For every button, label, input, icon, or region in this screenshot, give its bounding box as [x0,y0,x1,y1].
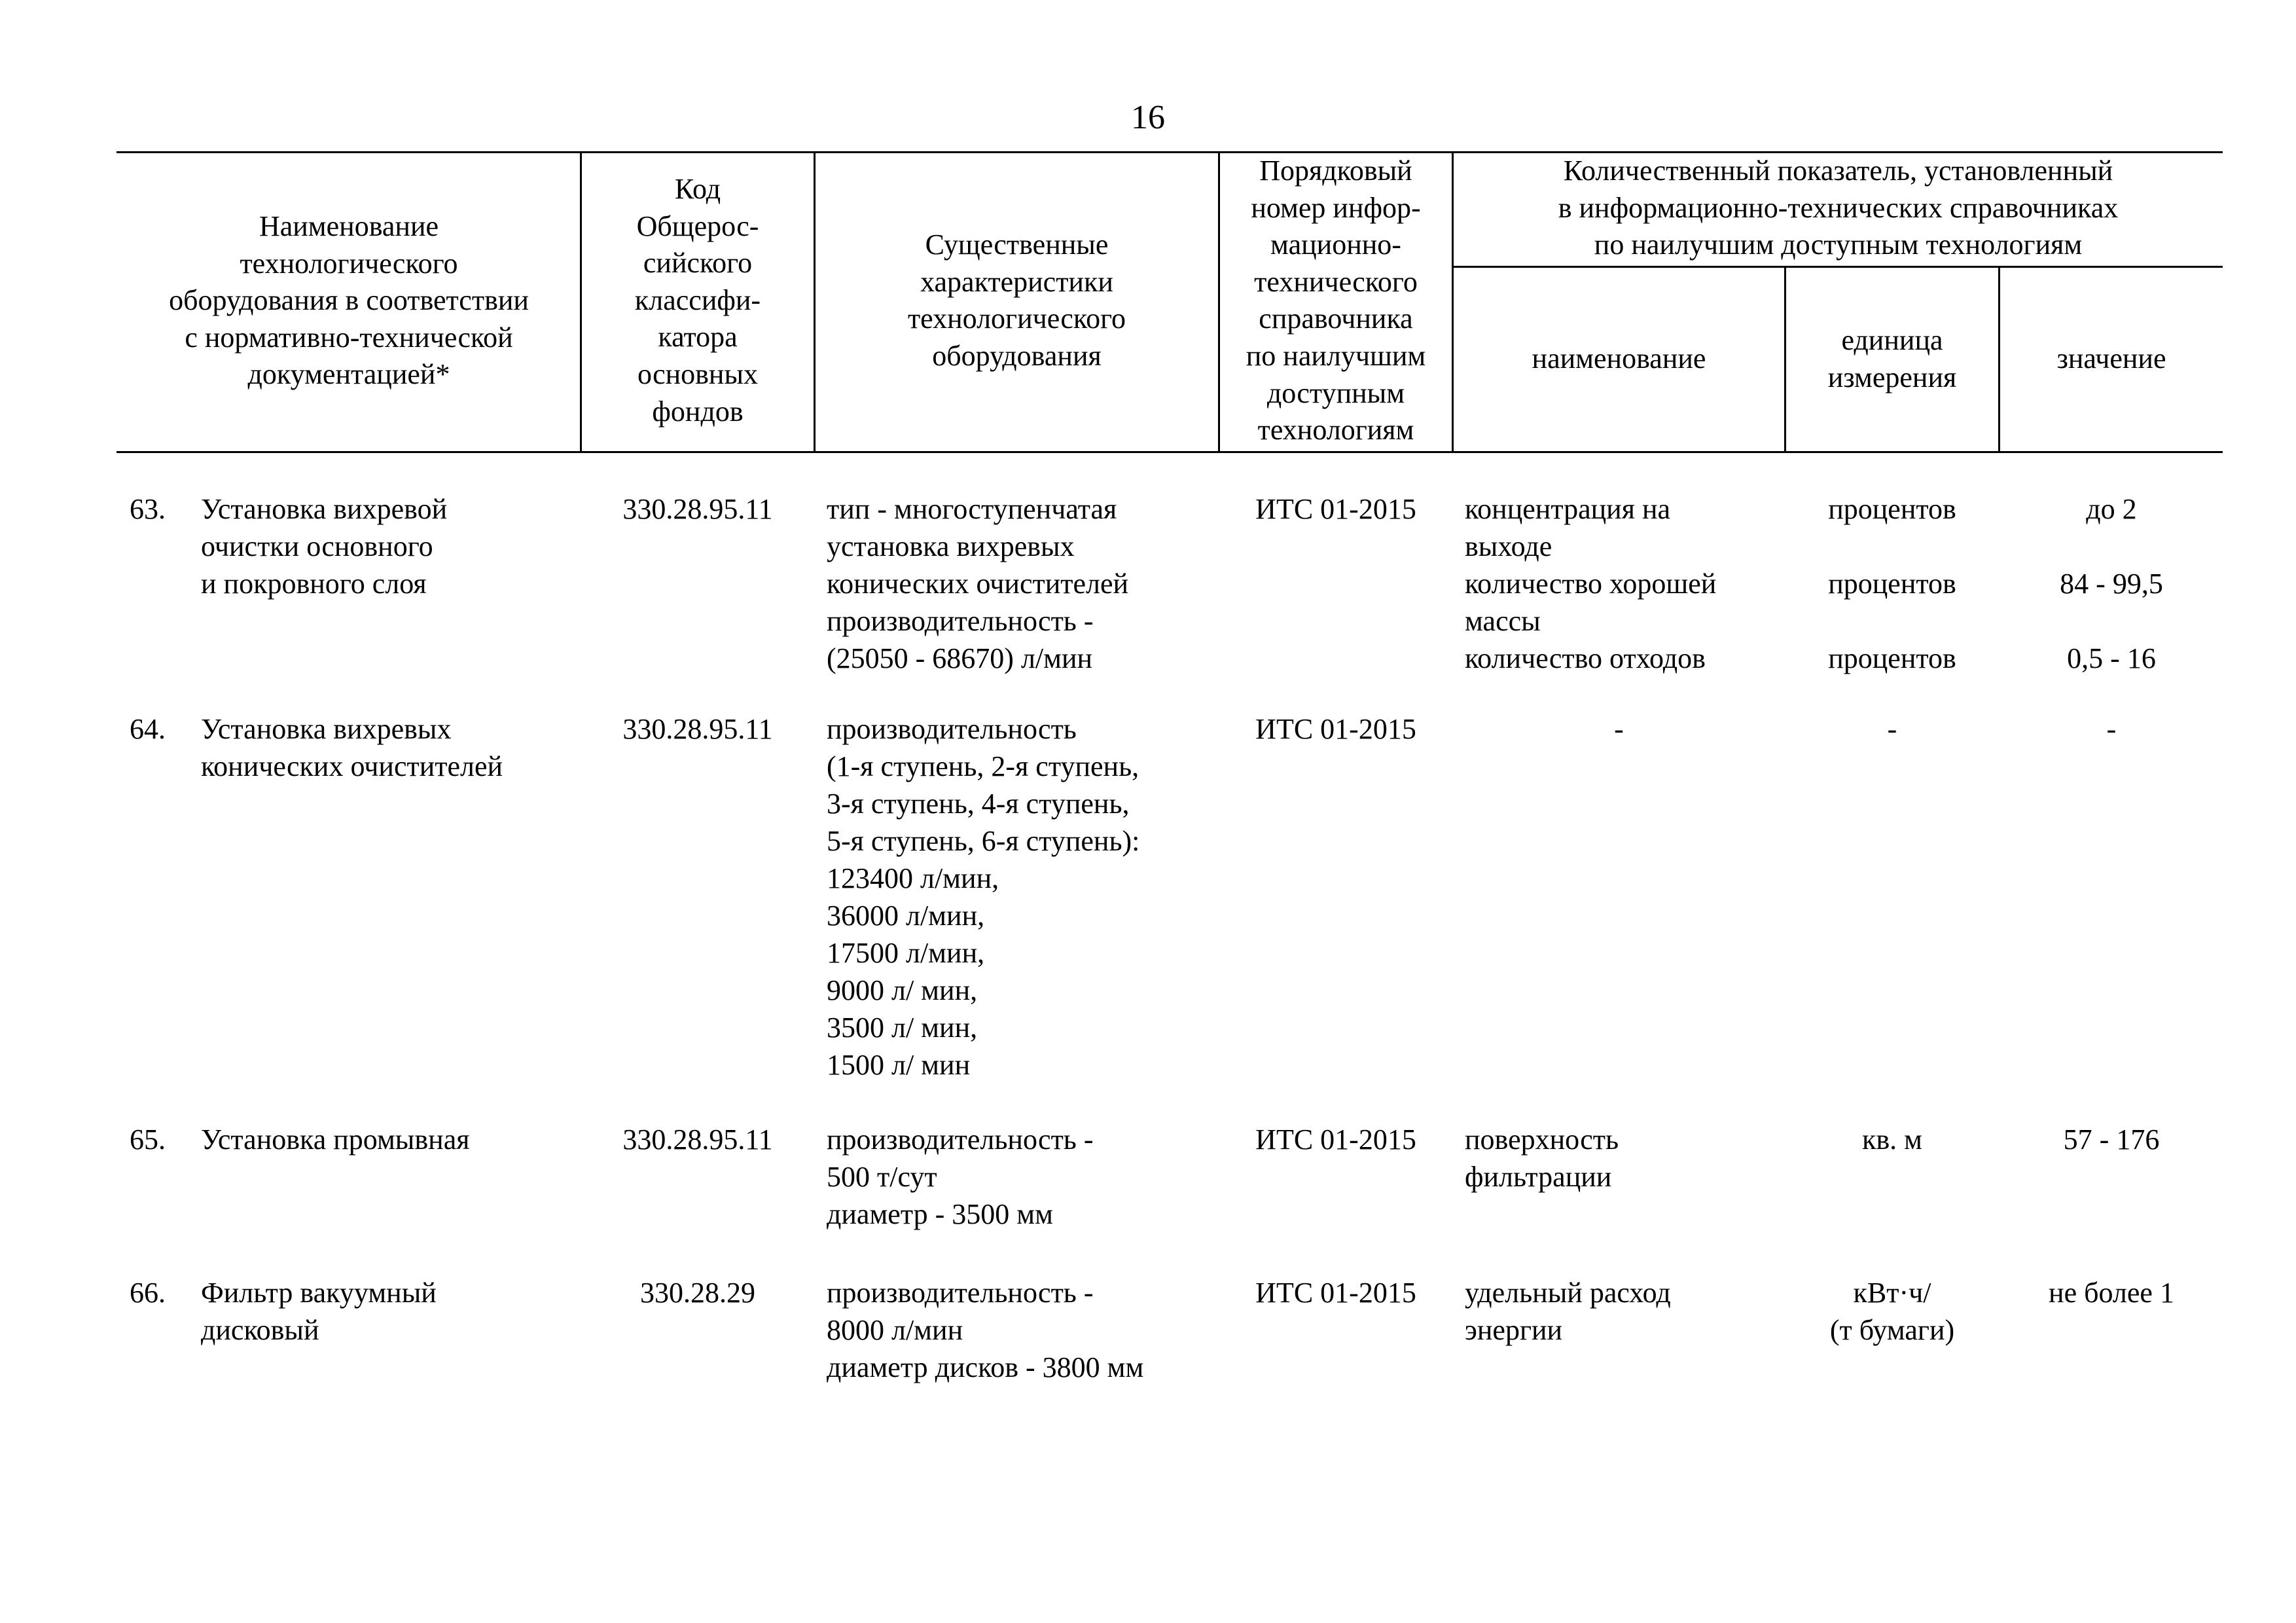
header-indicator-unit: единица измерения [1827,324,1957,393]
indicator-value: 84 - 99,5 [2060,568,2163,600]
indicator-name: количество отходов [1465,642,1706,674]
row-number: 63. [130,493,166,525]
reference-number: ИТС 01-2015 [1255,1123,1416,1156]
indicator-name: - [1614,713,1624,745]
header-indicator-group: Количественный показатель, установленный в информационно-технических справочниках по наилучшим доступным технологиям [1558,155,2119,261]
equipment-characteristics: тип - многоступенчатая установка вихревых конических очистителей производительность - (25050 - 68670) л/мин [827,493,1129,674]
indicator-value: не более 1 [2049,1277,2174,1309]
header-classifier-code: Код Общерос- сийского классифи- катора основных фондов [634,173,761,428]
row-number: 66. [130,1277,166,1309]
classifier-code: 330.28.95.11 [622,493,773,525]
indicator-unit: процентов [1828,568,1956,600]
header-equipment-name: Наименование технологического оборудования в соответствии с нормативно-технической документацией* [169,210,529,391]
indicator-unit: - [1887,713,1897,745]
header-indicator-name: наименование [1532,342,1706,374]
reference-number: ИТС 01-2015 [1255,1277,1416,1309]
equipment-characteristics: производительность - 500 т/сут диаметр - 3500 мм [827,1123,1094,1230]
indicator-unit: кв. м [1862,1123,1922,1156]
indicator-unit: процентов [1828,493,1956,525]
indicator-value: до 2 [2086,493,2137,525]
equipment-name: Установка промывная [201,1123,470,1156]
indicator-unit: процентов [1828,642,1956,674]
indicator-name: удельный расход энергии [1465,1277,1671,1346]
page-number: 16 [1131,99,1165,136]
equipment-name: Фильтр вакуумный дисковый [201,1277,437,1346]
indicator-name: концентрация на выходе [1465,493,1671,562]
indicator-name: поверхность фильтрации [1465,1123,1619,1193]
indicator-group-rule [1452,266,2223,268]
reference-number: ИТС 01-2015 [1255,713,1416,745]
indicator-unit: кВт·ч/ (т бумаги) [1829,1277,1955,1346]
classifier-code: 330.28.29 [640,1277,755,1309]
row-number: 64. [130,713,166,745]
reference-number: ИТС 01-2015 [1255,493,1416,525]
indicator-name: количество хорошей массы [1465,568,1717,637]
classifier-code: 330.28.95.11 [622,1123,773,1156]
row-number: 65. [130,1123,166,1156]
equipment-characteristics: производительность - 8000 л/мин диаметр дисков - 3800 мм [827,1277,1144,1383]
equipment-name: Установка вихревых конических очистителей [201,713,503,782]
indicator-value: - [2106,713,2117,745]
table-header-bottom-rule [117,451,2223,453]
header-indicator-value: значение [2056,342,2166,374]
header-reference-number: Порядковый номер инфор- мационно- технического справочника по наилучшим доступным технологиям [1246,155,1426,447]
classifier-code: 330.28.95.11 [622,713,773,745]
equipment-name: Установка вихревой очистки основного и покровного слоя [201,493,448,600]
header-characteristics: Существенные характеристики технологического оборудования [907,228,1126,372]
indicator-value: 57 - 176 [2063,1123,2160,1156]
indicator-value: 0,5 - 16 [2067,642,2156,674]
equipment-characteristics: производительность (1-я ступень, 2-я ступень, 3-я ступень, 4-я ступень, 5-я ступень, 6-я ступень): 123400 л/мин, 36000 л/мин, 17500 л/мин, 9000 л/ мин, 3500 л/ мин, 1500 л/ мин [827,713,1140,1081]
